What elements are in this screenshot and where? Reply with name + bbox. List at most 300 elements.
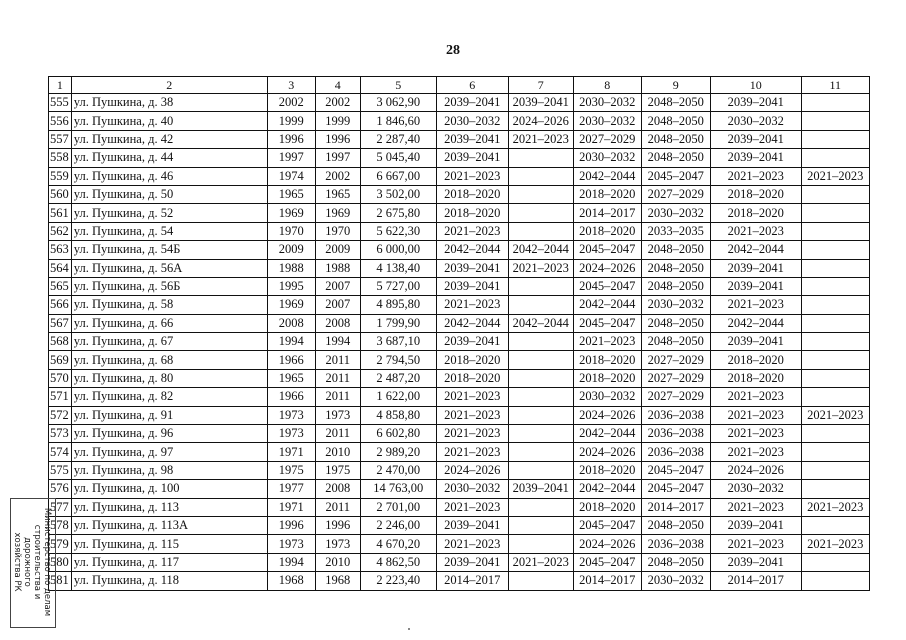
table-cell [801, 572, 869, 590]
table-cell [508, 351, 573, 369]
table-cell: 4 138,40 [360, 259, 436, 277]
table-cell: 2021–2023 [710, 406, 801, 424]
table-cell: 2045–2047 [573, 241, 641, 259]
table-cell: 2010 [315, 553, 360, 571]
table-cell: 575 [49, 461, 72, 479]
table-cell [508, 461, 573, 479]
table-cell: 2042–2044 [573, 425, 641, 443]
column-header: 2 [71, 77, 267, 94]
table-cell: 2045–2047 [573, 277, 641, 295]
table-cell: ул. Пушкина, д. 96 [71, 425, 267, 443]
table-cell: 561 [49, 204, 72, 222]
table-cell: 2018–2020 [573, 461, 641, 479]
table-cell: 2018–2020 [573, 222, 641, 240]
table-cell: 1965 [315, 185, 360, 203]
table-cell: ул. Пушкина, д. 80 [71, 369, 267, 387]
table-cell: 1966 [267, 351, 315, 369]
table-cell: 2018–2020 [573, 498, 641, 516]
table-cell: 556 [49, 112, 72, 130]
table-cell: 2042–2044 [573, 480, 641, 498]
table-cell: 579 [49, 535, 72, 553]
stamp-line: строительства и дорожного [22, 524, 42, 600]
table-cell: 2039–2041 [710, 94, 801, 112]
table-cell: 568 [49, 333, 72, 351]
table-cell: 1970 [315, 222, 360, 240]
table-cell: 3 502,00 [360, 185, 436, 203]
table-cell: 1973 [267, 535, 315, 553]
table-cell: 2008 [267, 314, 315, 332]
table-cell [801, 185, 869, 203]
table-cell: ул. Пушкина, д. 68 [71, 351, 267, 369]
table-cell: 2 701,00 [360, 498, 436, 516]
table-cell: 2021–2023 [801, 498, 869, 516]
table-cell: 2027–2029 [573, 130, 641, 148]
table-cell: 2036–2038 [641, 425, 710, 443]
table-cell: 1999 [267, 112, 315, 130]
table-cell: 1994 [267, 333, 315, 351]
table-cell: 2021–2023 [436, 498, 508, 516]
table-cell: 2021–2023 [508, 259, 573, 277]
table-row [49, 425, 870, 443]
table-cell: 559 [49, 167, 72, 185]
table-cell: 2018–2020 [573, 351, 641, 369]
table-cell: 2039–2041 [436, 259, 508, 277]
table-cell: 2008 [315, 480, 360, 498]
table-cell [801, 296, 869, 314]
table-cell: 2002 [315, 167, 360, 185]
table-cell [508, 572, 573, 590]
table-cell: 564 [49, 259, 72, 277]
table-cell: 2010 [315, 443, 360, 461]
table-cell: 2036–2038 [641, 406, 710, 424]
column-header: 3 [267, 77, 315, 94]
table-cell: 1988 [267, 259, 315, 277]
table-cell [801, 241, 869, 259]
table-cell: 2018–2020 [436, 351, 508, 369]
table-cell: 1971 [267, 498, 315, 516]
table-cell: 2039–2041 [436, 277, 508, 295]
table-cell: 2 287,40 [360, 130, 436, 148]
table-cell: 2039–2041 [508, 94, 573, 112]
table-cell: 2039–2041 [710, 516, 801, 534]
table-cell: 1969 [315, 204, 360, 222]
table-row [49, 204, 870, 222]
table-cell: 571 [49, 388, 72, 406]
table-cell [801, 149, 869, 167]
table-cell: 4 862,50 [360, 553, 436, 571]
table-cell [801, 277, 869, 295]
table-cell: 574 [49, 443, 72, 461]
table-cell: 1968 [267, 572, 315, 590]
column-header: 9 [641, 77, 710, 94]
table-cell: ул. Пушкина, д. 100 [71, 480, 267, 498]
table-cell: 2039–2041 [436, 516, 508, 534]
table-cell: 2021–2023 [436, 535, 508, 553]
table-cell: 2011 [315, 369, 360, 387]
table-row [49, 241, 870, 259]
table-cell [508, 369, 573, 387]
stamp-text [12, 499, 52, 625]
page-number: 28 [446, 43, 460, 58]
table-cell: 2039–2041 [508, 480, 573, 498]
table-cell: 2021–2023 [508, 130, 573, 148]
table-cell: 2018–2020 [436, 185, 508, 203]
table-cell: ул. Пушкина, д. 67 [71, 333, 267, 351]
table-cell: 2036–2038 [641, 443, 710, 461]
table-cell: 2048–2050 [641, 112, 710, 130]
column-header: 5 [360, 77, 436, 94]
table-cell: ул. Пушкина, д. 115 [71, 535, 267, 553]
table-cell [508, 498, 573, 516]
table-cell [508, 167, 573, 185]
table-cell: 2011 [315, 388, 360, 406]
table-cell: 2030–2032 [573, 149, 641, 167]
table-cell: 2021–2023 [801, 406, 869, 424]
table-cell: 562 [49, 222, 72, 240]
table-cell: 1988 [315, 259, 360, 277]
table-cell: 2024–2026 [573, 259, 641, 277]
table-cell: 1977 [267, 480, 315, 498]
table-cell: 2007 [315, 296, 360, 314]
table-cell: 1 846,60 [360, 112, 436, 130]
table-cell: 578 [49, 516, 72, 534]
table-cell: 2030–2032 [710, 112, 801, 130]
table-cell [801, 222, 869, 240]
table-cell: 1 799,90 [360, 314, 436, 332]
table-cell: 2048–2050 [641, 277, 710, 295]
table-cell: 569 [49, 351, 72, 369]
table-cell: 2024–2026 [573, 535, 641, 553]
table-cell: 2039–2041 [436, 333, 508, 351]
table-row [49, 498, 870, 516]
table-row [49, 516, 870, 534]
table-cell: 3 687,10 [360, 333, 436, 351]
table-cell: 1975 [315, 461, 360, 479]
table-cell: 2 989,20 [360, 443, 436, 461]
table-row [49, 351, 870, 369]
table-cell: 2007 [315, 277, 360, 295]
table-cell: 1975 [267, 461, 315, 479]
table-cell: 2039–2041 [710, 130, 801, 148]
table-cell: 2021–2023 [573, 333, 641, 351]
table-cell: 2021–2023 [436, 443, 508, 461]
table-cell: ул. Пушкина, д. 54 [71, 222, 267, 240]
table-cell: 2048–2050 [641, 516, 710, 534]
table-row [49, 443, 870, 461]
table-cell: 2027–2029 [641, 388, 710, 406]
table-cell: 572 [49, 406, 72, 424]
table-cell: 2024–2026 [573, 406, 641, 424]
table-cell [508, 535, 573, 553]
table-cell: 2021–2023 [710, 388, 801, 406]
stamp-line: хозяйства РК [12, 532, 22, 592]
table-cell: 581 [49, 572, 72, 590]
table-row [49, 149, 870, 167]
table-row [49, 572, 870, 590]
table-row [49, 388, 870, 406]
table-cell: 2 223,40 [360, 572, 436, 590]
table-cell: ул. Пушкина, д. 52 [71, 204, 267, 222]
table-row [49, 112, 870, 130]
table-row [49, 167, 870, 185]
table-cell [508, 204, 573, 222]
table-cell: 2045–2047 [641, 480, 710, 498]
table-cell: 1966 [267, 388, 315, 406]
table-cell: ул. Пушкина, д. 54Б [71, 241, 267, 259]
table-cell [508, 443, 573, 461]
table-cell [801, 259, 869, 277]
table-cell: 2021–2023 [801, 535, 869, 553]
table-cell [801, 333, 869, 351]
table-cell: 2045–2047 [573, 516, 641, 534]
table-cell: 570 [49, 369, 72, 387]
table-cell: 563 [49, 241, 72, 259]
table-cell: 2048–2050 [641, 553, 710, 571]
table-cell: 2024–2026 [436, 461, 508, 479]
table-cell: 2021–2023 [436, 388, 508, 406]
table-cell: 1996 [315, 130, 360, 148]
table-cell [801, 461, 869, 479]
table-cell: ул. Пушкина, д. 82 [71, 388, 267, 406]
table-cell: 2042–2044 [508, 314, 573, 332]
table-cell: 2 487,20 [360, 369, 436, 387]
table-cell: 1965 [267, 185, 315, 203]
column-header: 7 [508, 77, 573, 94]
table-cell: 2030–2032 [641, 572, 710, 590]
table-cell: 2 470,00 [360, 461, 436, 479]
table-cell: 2011 [315, 351, 360, 369]
table-cell: 1968 [315, 572, 360, 590]
table-cell: 2042–2044 [573, 296, 641, 314]
table-cell: ул. Пушкина, д. 50 [71, 185, 267, 203]
table-cell: 2008 [315, 314, 360, 332]
table-cell: 2042–2044 [436, 241, 508, 259]
column-header: 11 [801, 77, 869, 94]
table-row [49, 296, 870, 314]
table-cell: 2024–2026 [573, 443, 641, 461]
table-cell: 2021–2023 [436, 406, 508, 424]
table-cell: 566 [49, 296, 72, 314]
table-cell: 2021–2023 [710, 425, 801, 443]
table-cell: ул. Пушкина, д. 91 [71, 406, 267, 424]
table-cell [508, 406, 573, 424]
table-cell: 2030–2032 [573, 94, 641, 112]
table-cell: 2014–2017 [573, 204, 641, 222]
table-cell [801, 351, 869, 369]
table-cell: 2021–2023 [710, 443, 801, 461]
table-cell: 560 [49, 185, 72, 203]
table-cell: 5 622,30 [360, 222, 436, 240]
table-cell: 2039–2041 [436, 130, 508, 148]
table-cell: 6 000,00 [360, 241, 436, 259]
table-cell [801, 130, 869, 148]
table-row [49, 333, 870, 351]
table-cell: 2033–2035 [641, 222, 710, 240]
table-row [49, 277, 870, 295]
table-cell: 2 675,80 [360, 204, 436, 222]
table-cell: 4 895,80 [360, 296, 436, 314]
table-cell: ул. Пушкина, д. 97 [71, 443, 267, 461]
table-cell: 2021–2023 [710, 167, 801, 185]
table-row [49, 222, 870, 240]
table-cell: 2021–2023 [801, 167, 869, 185]
housing-table [48, 76, 870, 591]
table-cell: ул. Пушкина, д. 56Б [71, 277, 267, 295]
table-cell [508, 425, 573, 443]
table-cell: 2014–2017 [436, 572, 508, 590]
table-cell: ул. Пушкина, д. 113 [71, 498, 267, 516]
table-row [49, 535, 870, 553]
table-cell: 2036–2038 [641, 535, 710, 553]
table-cell: 2009 [315, 241, 360, 259]
table-cell [801, 369, 869, 387]
table-cell: 2 246,00 [360, 516, 436, 534]
table-cell [508, 277, 573, 295]
table-cell: 573 [49, 425, 72, 443]
table-cell: 2045–2047 [641, 167, 710, 185]
table-row [49, 406, 870, 424]
table-cell: ул. Пушкина, д. 42 [71, 130, 267, 148]
column-header: 6 [436, 77, 508, 94]
table-cell: ул. Пушкина, д. 44 [71, 149, 267, 167]
table-cell: 2014–2017 [641, 498, 710, 516]
table-cell: 2027–2029 [641, 185, 710, 203]
table-cell: ул. Пушкина, д. 98 [71, 461, 267, 479]
table-cell: 2030–2032 [573, 388, 641, 406]
table-cell [801, 388, 869, 406]
table-cell: 2039–2041 [710, 553, 801, 571]
table-cell: 1965 [267, 369, 315, 387]
table-row [49, 259, 870, 277]
table-cell: 2048–2050 [641, 241, 710, 259]
table-cell: 1997 [315, 149, 360, 167]
table-cell: 2039–2041 [710, 259, 801, 277]
table-cell: 5 045,40 [360, 149, 436, 167]
table-cell [508, 222, 573, 240]
table-cell: 567 [49, 314, 72, 332]
table-cell: 2039–2041 [436, 149, 508, 167]
table-cell: 1973 [267, 425, 315, 443]
column-header: 4 [315, 77, 360, 94]
table-cell: 2024–2026 [508, 112, 573, 130]
table-cell [801, 516, 869, 534]
table-cell: 1973 [267, 406, 315, 424]
column-header: 10 [710, 77, 801, 94]
table-cell: 2018–2020 [573, 185, 641, 203]
table-cell: 2018–2020 [436, 204, 508, 222]
table-cell: 2030–2032 [573, 112, 641, 130]
table-cell: 4 858,80 [360, 406, 436, 424]
table-cell: 2018–2020 [710, 369, 801, 387]
table-cell: 1973 [315, 406, 360, 424]
table-cell [801, 94, 869, 112]
table-cell: 2027–2029 [641, 369, 710, 387]
table-cell: 6 602,80 [360, 425, 436, 443]
table-cell [508, 388, 573, 406]
table-cell: 2021–2023 [710, 535, 801, 553]
table-cell: 5 727,00 [360, 277, 436, 295]
table-cell: ул. Пушкина, д. 40 [71, 112, 267, 130]
table-cell: 2021–2023 [436, 167, 508, 185]
column-header: 8 [573, 77, 641, 94]
table-cell: 2030–2032 [436, 112, 508, 130]
table-cell: ул. Пушкина, д. 66 [71, 314, 267, 332]
table-cell: 565 [49, 277, 72, 295]
table-cell: 2021–2023 [436, 296, 508, 314]
table-cell: 2030–2032 [641, 204, 710, 222]
table-cell: 2048–2050 [641, 314, 710, 332]
table-cell: 2045–2047 [573, 553, 641, 571]
table-cell: ул. Пушкина, д. 58 [71, 296, 267, 314]
table-cell: 2030–2032 [436, 480, 508, 498]
table-cell: 2014–2017 [710, 572, 801, 590]
table-cell: ул. Пушкина, д. 38 [71, 94, 267, 112]
table-cell: 2014–2017 [573, 572, 641, 590]
table-cell [801, 480, 869, 498]
table-cell: 2042–2044 [436, 314, 508, 332]
table-cell: 2039–2041 [436, 94, 508, 112]
table-cell: 2 794,50 [360, 351, 436, 369]
table-cell: 2042–2044 [710, 314, 801, 332]
table-cell: 2042–2044 [710, 241, 801, 259]
table-cell: 1996 [267, 130, 315, 148]
table-cell: 555 [49, 94, 72, 112]
table-cell [801, 314, 869, 332]
table-row [49, 369, 870, 387]
table-cell: 2002 [267, 94, 315, 112]
table-cell: 2039–2041 [436, 553, 508, 571]
table-cell [508, 333, 573, 351]
table-cell: 2027–2029 [641, 351, 710, 369]
table-cell: 2018–2020 [436, 369, 508, 387]
table-cell: 1994 [267, 553, 315, 571]
table-cell: ул. Пушкина, д. 118 [71, 572, 267, 590]
table-cell: 1996 [267, 516, 315, 534]
table-cell [801, 425, 869, 443]
table-cell: 2018–2020 [710, 185, 801, 203]
table-cell: 2030–2032 [710, 480, 801, 498]
table-cell: ул. Пушкина, д. 46 [71, 167, 267, 185]
table-cell: 1971 [267, 443, 315, 461]
table-cell: 1969 [267, 204, 315, 222]
table-cell: 2048–2050 [641, 94, 710, 112]
table-cell: 2018–2020 [573, 369, 641, 387]
table-cell: 2048–2050 [641, 149, 710, 167]
table-cell: 1999 [315, 112, 360, 130]
table-cell: 1995 [267, 277, 315, 295]
table-cell: 2021–2023 [710, 296, 801, 314]
table-cell: 2018–2020 [710, 204, 801, 222]
table-cell: 1974 [267, 167, 315, 185]
header-row [49, 77, 870, 94]
table-cell: 2048–2050 [641, 333, 710, 351]
table-cell: 2024–2026 [710, 461, 801, 479]
table-row [49, 480, 870, 498]
table-cell [801, 204, 869, 222]
table-cell: 1969 [267, 296, 315, 314]
table-cell: 558 [49, 149, 72, 167]
scan-speck [408, 628, 410, 630]
table-cell: 14 763,00 [360, 480, 436, 498]
table-cell: 2021–2023 [710, 498, 801, 516]
table-cell: 2009 [267, 241, 315, 259]
table-cell: 2021–2023 [508, 553, 573, 571]
table-cell: 2039–2041 [710, 333, 801, 351]
table-cell: 1997 [267, 149, 315, 167]
table-cell: 1973 [315, 535, 360, 553]
table-cell: 2048–2050 [641, 259, 710, 277]
table-cell: 2002 [315, 94, 360, 112]
